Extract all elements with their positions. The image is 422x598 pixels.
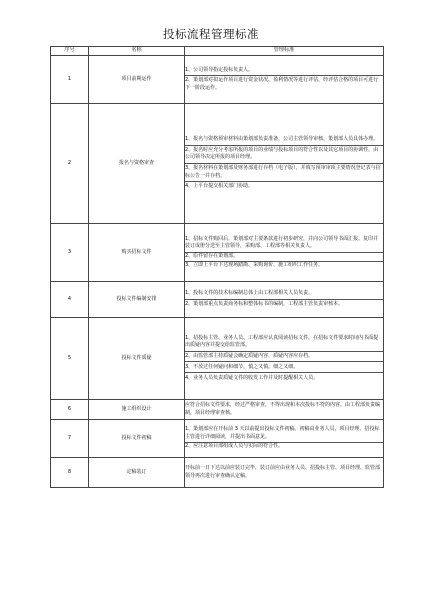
process-table — [50, 46, 384, 488]
table-row — [51, 224, 384, 282]
header-name: 名称 — [89, 47, 185, 56]
row-standard — [185, 458, 384, 488]
row-name: 定稿装订 — [89, 458, 185, 488]
row-standard — [185, 282, 384, 318]
row-standard — [185, 400, 384, 420]
table-row — [51, 420, 384, 458]
table-row — [51, 56, 384, 104]
table-row — [51, 282, 384, 318]
standard-item: 3、立即上平台下达现场踏勘、采购询价、施工组织工作任务。 — [185, 261, 324, 268]
standard-item: 2、报名时应充分考虑所报的项目的业绩与投标项目的符合性以及其它项目的协调性，由公司领导决定所报的项目经理。 — [185, 147, 383, 164]
row-standard — [185, 56, 384, 104]
row-name: 施工组织设计 — [89, 400, 185, 420]
row-no: 4 — [51, 282, 89, 318]
row-standard — [185, 224, 384, 282]
table-row — [51, 458, 384, 488]
row-standard — [185, 318, 384, 400]
row-name: 投标文件质疑 — [89, 318, 185, 400]
standard-item: 3、不放过任何疑问和细节，慎之又慎，细之又细。 — [185, 364, 383, 373]
standard-item: 4、业务人员负责质疑文件的收发工作并及时提醒相关人员。 — [185, 374, 319, 381]
standard-item: 2、原件留存在策划部。 — [185, 253, 383, 262]
table-row — [51, 400, 384, 420]
row-name: 报名与资格审查 — [89, 104, 185, 224]
page-title: 投标流程管理标准 — [163, 27, 259, 41]
standard-item: 1、招标文件购回后，策划部对主要条款进行初步研究，并向公司领导书面汇报。复印并装订成册分送至主管领导，采购部、工程部等相关负责人。 — [185, 236, 383, 253]
row-name: 投标文件初稿 — [89, 420, 185, 458]
standard-item: 2、应注意项目部组成人员与实际的符合性。 — [185, 443, 284, 450]
standard-item: 1、招投标主管、业务人员、工程部应认真阅读招标文件，在招标文件要求时间内书面提出质疑内容并提交给监管部。 — [185, 335, 383, 352]
standard-item: 1、策划部应在开标前 3 天以前提出投标文件初稿。初稿由业务人员，项目经理、招投标主管进行详细阅读，并提出书面意见。 — [185, 426, 383, 443]
standard-item: 开标前一日下达以前应装订完毕，装订前应由业务人员、招投标主管、项目经理、监管部领导再次进行审查确认定稿。 — [185, 465, 381, 479]
table-row — [51, 318, 384, 400]
row-name: 投标文件编制安排 — [89, 282, 185, 318]
table-header-row — [51, 47, 384, 56]
standard-item: 2、策划部重点负责商务标和整体标书的编制，工程部主管负责审核本。 — [185, 301, 344, 308]
table-row — [51, 104, 384, 224]
row-no: 7 — [51, 420, 89, 458]
standard-item: 1、报名与资格预审材料由策划部负责准备，公司主管领导审核，策划部人员具体办理。 — [185, 136, 383, 145]
standard-item: 1、投标文件的技术标编制总体上由工程部相关人员负责。 — [185, 290, 383, 299]
row-standard — [185, 104, 384, 224]
header-no: 序号 — [51, 47, 89, 56]
row-no: 1 — [51, 56, 89, 104]
standard-item: 2、策划部对拟运作项目进行资金状况、盈利情况等进行评估，经评估合格的项目可进行下一阶段运作。 — [185, 77, 379, 91]
row-name: 购买招标文件 — [89, 224, 185, 282]
row-no: 2 — [51, 104, 89, 224]
row-no: 6 — [51, 400, 89, 420]
standard-item: 4、上平台提交相关部门协助。 — [185, 183, 254, 190]
header-standard: 管理标准 — [185, 47, 384, 56]
row-no: 5 — [51, 318, 89, 400]
row-no: 3 — [51, 224, 89, 282]
standard-item: 1、公司领导指定投标负责人。 — [185, 67, 383, 76]
row-name: 项目前期运作 — [89, 56, 185, 104]
row-no: 8 — [51, 458, 89, 488]
row-standard — [185, 420, 384, 458]
standard-item: 2、由监管部主持质疑会确定质疑内容，质疑内容应存档。 — [185, 353, 383, 362]
standard-item: 应符合招标文件要求，经过严格审查，不得出现和本次投标不符的内容。由工程部负责编制，项目经理审查核。 — [185, 402, 381, 416]
standard-item: 3、报名材料在策划部及财务部进行存档（电子版），并填写预审审项主要情况登记表与招标公告一并存档。 — [185, 165, 383, 182]
